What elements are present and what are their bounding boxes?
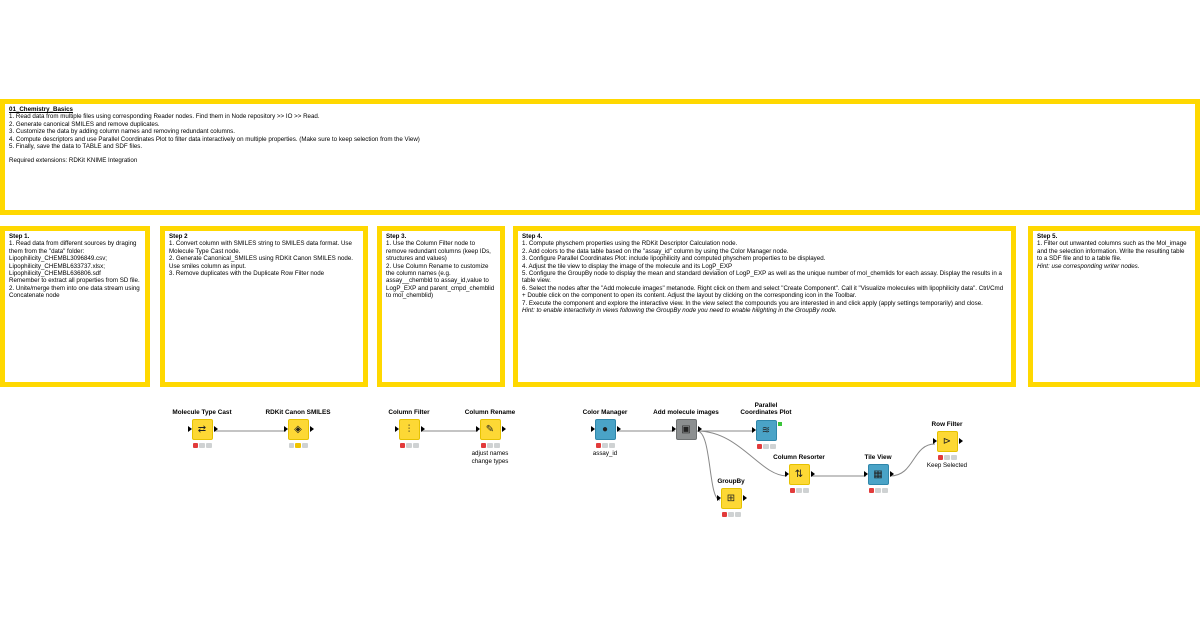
input-port[interactable]	[717, 495, 721, 501]
node-body[interactable]	[676, 419, 697, 440]
color-drop-icon: ●	[601, 424, 609, 436]
row-filter-icon: ⊳	[942, 436, 952, 448]
node-status-traffic-light	[400, 443, 419, 448]
node-status-traffic-light	[869, 488, 888, 493]
description-line: 4. Compute descriptors and use Parallel Coordinates Plot to filter data interactively on multiple properties. (Make sure to keep selection from the View)	[9, 135, 420, 143]
node-column-resorter[interactable]	[754, 454, 844, 493]
node-status-traffic-light	[757, 444, 776, 449]
input-port[interactable]	[591, 426, 595, 432]
step-title: Step 2	[169, 233, 188, 240]
output-port[interactable]	[743, 495, 747, 501]
metanode-icon: ▣	[681, 424, 691, 436]
step-line: 4. Adjust the tile view to display the image of the molecule and its LogP_EXP	[522, 262, 733, 270]
node-label: Add molecule images	[653, 409, 719, 416]
output-port[interactable]	[890, 471, 894, 477]
step-title: Step 3.	[386, 233, 407, 240]
step-4-annotation[interactable]	[513, 226, 1016, 387]
input-port[interactable]	[864, 471, 868, 477]
node-rdkit-canon-smiles[interactable]	[253, 409, 343, 448]
node-status-traffic-light	[722, 512, 741, 517]
step-line: 5. Configure the GroupBy node to display the mean and standard deviation of LogP_EXP as well as the unique number of mol_chemlids for each assay. Display the results in a table view.	[522, 270, 1002, 285]
node-comment: assay_id	[592, 450, 618, 458]
node-label: Column Filter	[388, 409, 430, 416]
step-line: 1. Read data from different sources by draging them from the "data" folder:	[9, 240, 137, 255]
step-3-annotation[interactable]	[377, 226, 505, 387]
resort-icon: ⇅	[794, 469, 804, 481]
description-line: 2. Generate canonical SMILES and remove duplicates.	[9, 120, 160, 128]
node-molecule-type-cast[interactable]	[157, 409, 247, 448]
required-extensions: Required extensions: RDKit KNIME Integration	[9, 157, 138, 165]
description-line: 5. Finally, save the data to TABLE and SDF files.	[9, 143, 143, 151]
node-status-traffic-light	[596, 443, 615, 448]
input-port[interactable]	[476, 426, 480, 432]
step-line: 1. Compute physchem properties using the RDKit Descriptor Calculation node.	[522, 240, 738, 248]
step-5-annotation[interactable]	[1028, 226, 1200, 387]
output-port[interactable]	[617, 426, 621, 432]
step-line: Lipophilicity_CHEMBL3096849.csv;	[9, 255, 108, 263]
node-column-rename[interactable]	[445, 409, 535, 465]
description-line: 3. Customize the data by adding column names and removing redundant columns.	[9, 128, 235, 136]
node-body[interactable]	[288, 419, 309, 440]
node-label: Column Rename	[464, 409, 516, 416]
workflow-description-annotation[interactable]	[0, 99, 1200, 215]
node-body[interactable]	[192, 419, 213, 440]
step-line: Lipophilicity_CHEMBL633737.xlsx;	[9, 262, 105, 270]
step-title: Step 5.	[1037, 233, 1058, 240]
description-line: 1. Read data from multiple files using corresponding Reader nodes. Find them in Node repository >> IO >> Read.	[9, 113, 320, 121]
step-line: 3. Configure Parallel Coordinates Plot: include lipophilicity and computed physchem properties to be displayed.	[522, 255, 826, 263]
node-label: Column Resorter	[773, 454, 825, 461]
rdkit-icon: ◈	[294, 424, 302, 436]
node-label: RDKit Canon SMILES	[265, 409, 331, 416]
node-body[interactable]	[480, 419, 501, 440]
step-line: Remember to extract all properties from SD file.	[9, 277, 140, 285]
input-port[interactable]	[672, 426, 676, 432]
output-port[interactable]	[959, 438, 963, 444]
filter-columns-icon: ⫶	[407, 424, 411, 436]
node-status-traffic-light	[289, 443, 308, 448]
step-hint: Hint: to enable interactivity in views following the GroupBy node you need to enable hilighting in the GroupBy node.	[522, 307, 837, 315]
node-label: Color Manager	[582, 409, 628, 416]
step-line: 6. Select the nodes after the "Add molecule images" metanode. Right click on them and select "Create Component". Call it "Visualize molecules with lipophilicity data". Ctrl/Cmd + Double click on the component to open its content. Adjust the layout by clicking on the corresponding icon in the Toolbar.	[522, 284, 1004, 300]
step-line: Lipophilicity_CHEMBL636806.sdf	[9, 270, 101, 278]
step-2-annotation[interactable]	[160, 226, 368, 387]
node-label: Molecule Type Cast	[172, 409, 232, 416]
output-port[interactable]	[310, 426, 314, 432]
parallel-coordinates-icon: ≋	[761, 424, 771, 436]
node-body[interactable]	[937, 431, 958, 452]
node-body[interactable]	[756, 420, 777, 441]
step-line: 3. Remove duplicates with the Duplicate Row Filter node	[169, 270, 325, 278]
node-status-traffic-light	[790, 488, 809, 493]
node-row-filter[interactable]	[902, 421, 992, 470]
node-status-traffic-light	[481, 443, 500, 448]
node-label: Row Filter	[931, 421, 963, 428]
output-port[interactable]	[698, 426, 702, 432]
input-port[interactable]	[933, 438, 937, 444]
step-line: 2. Unite/merge them into one data stream using Concatenate node	[9, 284, 140, 300]
node-body[interactable]	[399, 419, 420, 440]
node-parallel-coordinates-plot[interactable]	[721, 402, 811, 449]
node-body[interactable]	[868, 464, 889, 485]
step-line: 1. Use the Column Filter node to remove redundant columns (keep IDs, structures and values)	[386, 240, 491, 263]
step-1-annotation[interactable]	[0, 226, 150, 387]
node-label: Tile View	[864, 454, 892, 461]
rename-icon: ✎	[485, 424, 495, 436]
workflow-title: 01_Chemistry_Basics	[9, 106, 73, 113]
flow-variable-port[interactable]	[778, 422, 782, 426]
step-hint: Hint: use corresponding writer nodes.	[1037, 262, 1140, 270]
step-line: 1. Convert column with SMILES string to SMILES data format. Use Molecule Type Cast node.	[169, 240, 352, 255]
node-comment: Keep Selected	[926, 462, 968, 470]
step-line: 2. Generate Canonical_SMILES using RDKit Canon SMILES node. Use smiles column as input.	[169, 255, 354, 270]
output-port[interactable]	[502, 426, 506, 432]
input-port[interactable]	[785, 471, 789, 477]
step-title: Step 4.	[522, 233, 543, 240]
input-port[interactable]	[188, 426, 192, 432]
node-column-filter[interactable]	[364, 409, 454, 448]
input-port[interactable]	[284, 426, 288, 432]
spacer	[9, 150, 1191, 157]
node-body[interactable]	[789, 464, 810, 485]
node-label: GroupBy	[717, 478, 745, 485]
node-status-traffic-light	[938, 455, 957, 460]
molecule-convert-icon: ⇄	[197, 424, 207, 436]
input-port[interactable]	[395, 426, 399, 432]
output-port[interactable]	[811, 471, 815, 477]
node-label: Parallel Coordinates Plot	[740, 402, 792, 417]
output-port[interactable]	[214, 426, 218, 432]
node-body[interactable]	[595, 419, 616, 440]
node-comment: adjust names change types	[471, 450, 509, 465]
groupby-icon: ⊞	[726, 493, 736, 505]
node-status-traffic-light	[193, 443, 212, 448]
tile-view-icon: ▦	[873, 469, 883, 481]
step-line: 2. Add colors to the data table based on the "assay_id" column by using the Color Manager node.	[522, 247, 789, 255]
input-port[interactable]	[752, 427, 756, 433]
step-line: 1. Filter out unwanted columns such as the Mol_image and the selection information. Write the resulting table to a SDF file and to a table file.	[1037, 240, 1187, 263]
node-body[interactable]	[721, 488, 742, 509]
node-color-manager[interactable]	[560, 409, 650, 458]
node-add-molecule-images[interactable]	[641, 409, 731, 440]
step-title: Step 1.	[9, 233, 30, 240]
step-line: 2. Use Column Rename to customize the column names (e.g. assay__chembld to assay_id,value to LogP_EXP and parent_cmpd_chemblid to mol_chemblid)	[386, 262, 495, 300]
output-port[interactable]	[421, 426, 425, 432]
step-line: 7. Execute the component and explore the interactive view. In the view select the compounds you are interested in and click apply (apply settings temporarily) and close.	[522, 299, 983, 307]
